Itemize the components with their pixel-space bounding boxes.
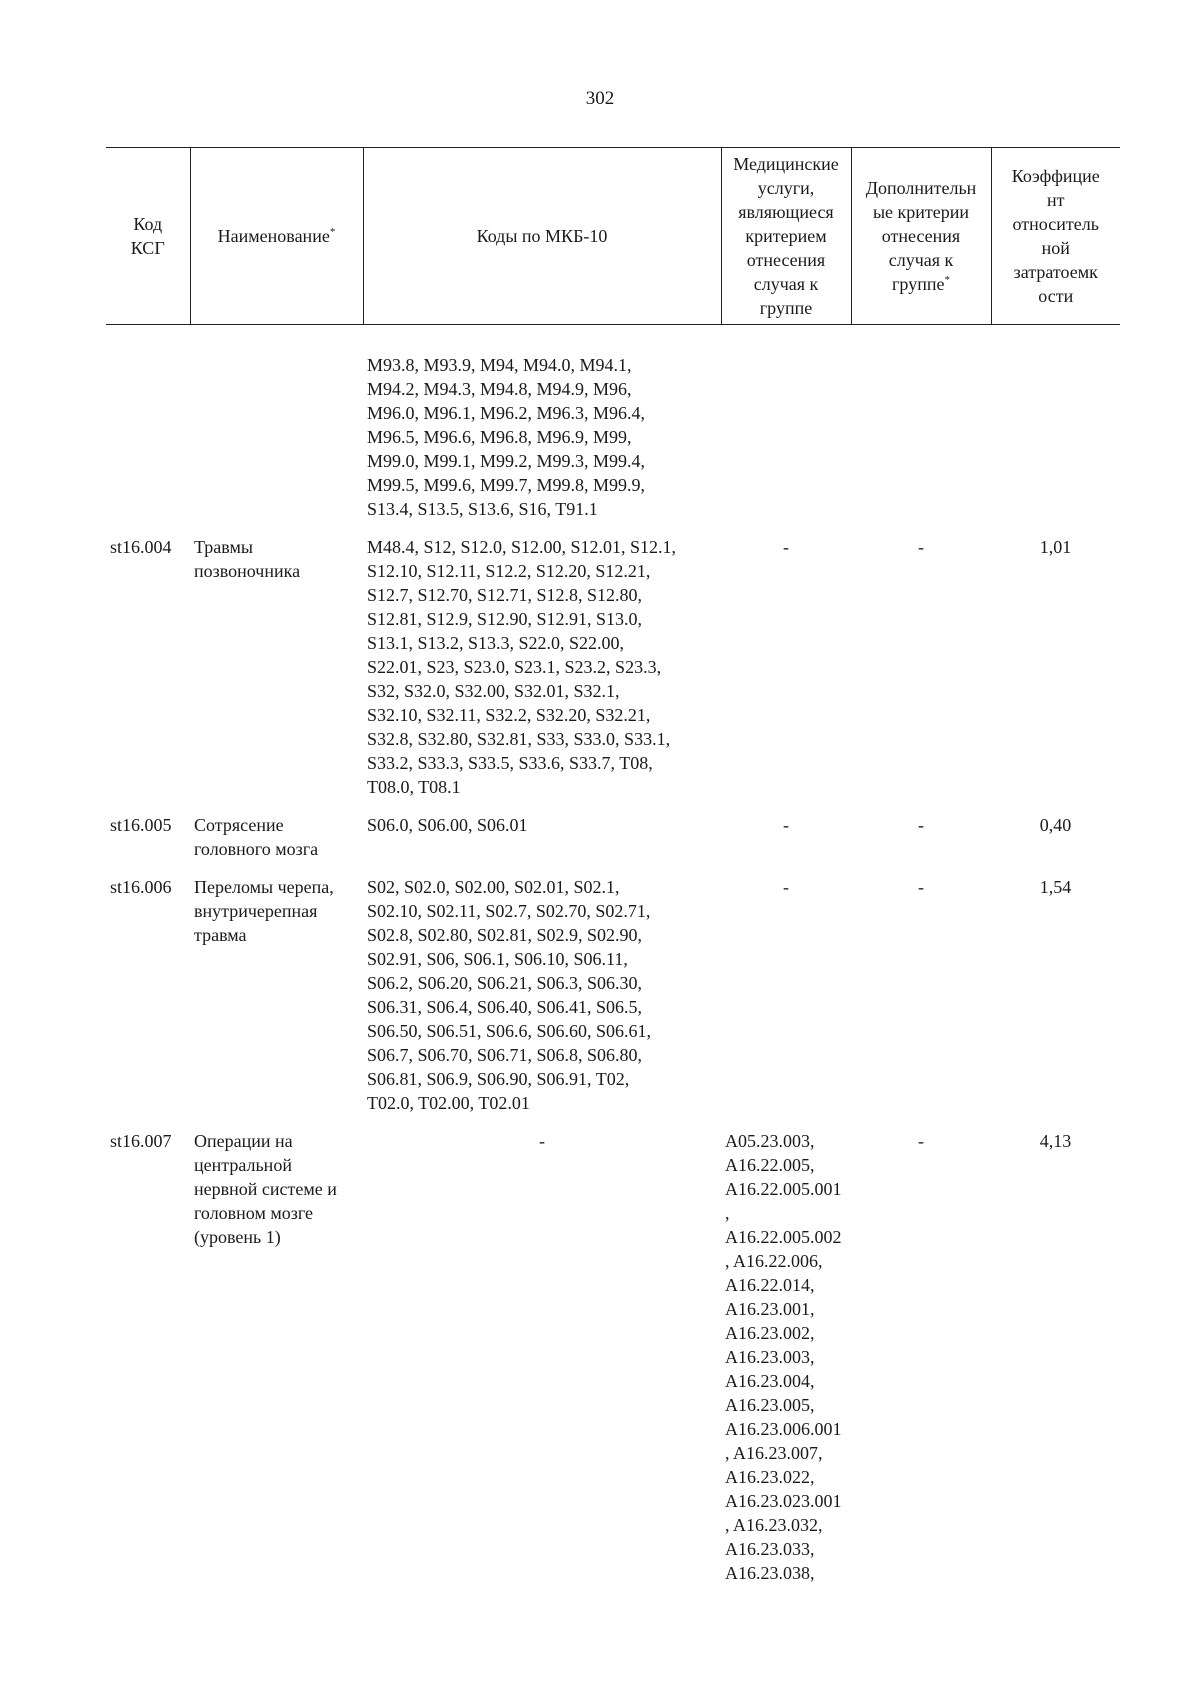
mkb-codes: M93.8, M93.9, M94, M94.0, M94.1, M94.2, M94.3, M94.8, M94.9, M96, M96.0, M96.1, M96.2, M96.3, M96.4, M96.5, M96.6, M96.8, M96.9, M99, M99.0, M99.1, M99.2, M99.3, M99.4, M99.5, M99.6, M99.7, M99.8, M99.9, S13.4, S13.5, S13.6, S16, T91.1 [367, 355, 646, 519]
ksg-code: st16.004 [110, 537, 172, 557]
extra-criteria: - [918, 877, 924, 897]
ksg-code: st16.007 [110, 1131, 172, 1151]
table-header-row [106, 148, 1120, 325]
cost-coefficient: 0,40 [1039, 815, 1072, 835]
extra-criteria: - [918, 1131, 924, 1151]
cost-coefficient: 1,54 [1039, 877, 1072, 897]
cost-coefficient [991, 325, 1120, 536]
cost-coefficient: 1,01 [1039, 537, 1072, 557]
header-name: Наименование* [190, 148, 363, 325]
table-row [106, 1129, 1120, 1599]
extra-criteria: - [918, 537, 924, 557]
mkb-codes: S02, S02.0, S02.00, S02.01, S02.1, S02.10, S02.11, S02.7, S02.70, S02.71, S02.8, S02.80, S02.81, S02.9, S02.90, S02.91, S06, S06.1, S06.10, S06.11, S06.2, S06.20, S06.21, S06.3, S06.30, S06.31, S06.4, S06.40, S06.41, S06.5, S06.50, S06.51, S06.6, S06.60, S06.61, S06.7, S06.70, S06.71, S06.8, S06.80, S06.81, S06.9, S06.90, S06.91, T02, T02.0, T02.00, T02.01 [367, 877, 652, 1113]
medical-services: - [783, 815, 789, 835]
ksg-name: Операции на центральной нервной системе и головном мозге (уровень 1) [194, 1131, 337, 1247]
ksg-name [190, 325, 363, 536]
ksg-name: Переломы черепа, внутричерепная травма [194, 877, 334, 945]
header-code: Код КСГ [106, 148, 190, 325]
medical-services: A05.23.003, A16.22.005, A16.22.005.001 , A16.22.005.002 , A16.22.006, A16.22.014, A16.23.001, A16.23.002, A16.23.003, A16.23.004, A16.23.005, A16.23.006.001 , A16.23.007, A16.23.022, A16.23.023.001 , A16.23.032, A16.23.033, A16.23.038, [725, 1131, 842, 1583]
page-number: 302 [585, 88, 615, 109]
medical-services [721, 325, 851, 536]
table-row [106, 325, 1120, 536]
medical-services: - [783, 877, 789, 897]
header-services: Медицинские услуги, являющиеся критерием отнесения случая к группе [721, 148, 851, 325]
header-coef: Коэффицие нт относитель ной затратоемк ости [991, 148, 1120, 325]
ksg-name: Травмы позвоночника [194, 537, 301, 581]
mkb-codes: - [539, 1131, 545, 1151]
ksg-table [106, 147, 1120, 1599]
extra-criteria [851, 325, 991, 536]
header-mkb: Коды по МКБ-10 [363, 148, 721, 325]
table-row [106, 813, 1120, 875]
table-row [106, 535, 1120, 813]
ksg-code [106, 325, 190, 536]
table-row [106, 875, 1120, 1129]
ksg-name: Сотрясение головного мозга [194, 815, 319, 859]
mkb-codes: S06.0, S06.00, S06.01 [367, 815, 528, 835]
ksg-code: st16.005 [110, 815, 172, 835]
cost-coefficient: 4,13 [1039, 1131, 1072, 1151]
ksg-code: st16.006 [110, 877, 172, 897]
mkb-codes: M48.4, S12, S12.0, S12.00, S12.01, S12.1, S12.10, S12.11, S12.2, S12.20, S12.21, S12.7, S12.70, S12.71, S12.8, S12.80, S12.81, S12.9, S12.90, S12.91, S13.0, S13.1, S13.2, S13.3, S22.0, S22.00, S22.01, S23, S23.0, S23.1, S23.2, S23.3, S32, S32.0, S32.00, S32.01, S32.1, S32.10, S32.11, S32.2, S32.20, S32.21, S32.8, S32.80, S32.81, S33, S33.0, S33.1, S33.2, S33.3, S33.5, S33.6, S33.7, T08, T08.0, T08.1 [367, 537, 677, 797]
header-extra: Дополнительн ые критерии отнесения случая к группе* [851, 148, 991, 325]
extra-criteria: - [918, 815, 924, 835]
medical-services: - [783, 537, 789, 557]
